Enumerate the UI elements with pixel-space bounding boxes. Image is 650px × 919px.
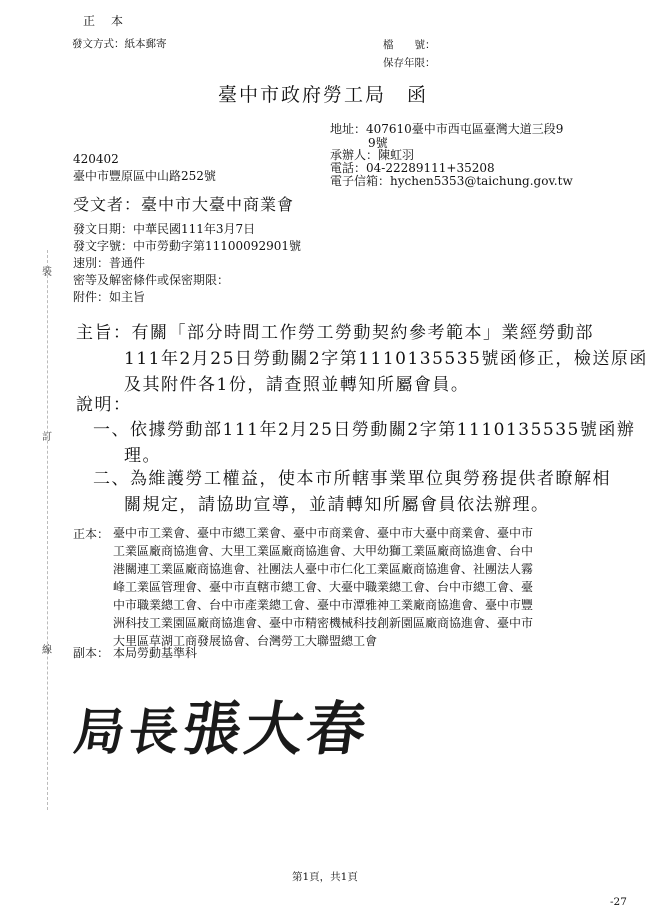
subject-line-1: 主旨：有關「部分時間工作勞工勞動契約參考範本」業經勞動部: [76, 323, 594, 343]
issue-date: 發文日期：中華民國111年3月7日: [73, 222, 256, 236]
distribution-line: 工業區廠商協進會、大里工業區廠商協進會、大甲幼獅工業區廠商協進會、台中: [113, 544, 534, 558]
distribution-line: 洲科技工業園區廠商協進會、臺中市精密機械科技創新園區廠商協進會、臺中市: [113, 616, 534, 630]
attachment-info: 附件：如主旨: [73, 290, 146, 304]
margin-mark-bind: 裝: [42, 267, 52, 278]
explanation-item-2-line-2: 關規定，請協助宣導，並請轉知所屬會員依法辦理。: [124, 495, 550, 515]
copy-recipient: 本局勞動基準科: [113, 646, 198, 660]
distribution-line: 臺中市工業會、臺中市總工業會、臺中市商業會、臺中市大臺中商業會、臺中市: [113, 526, 534, 540]
delivery-speed: 速別：普通件: [73, 256, 146, 270]
explanation-item-1-line-2: 理。: [124, 446, 161, 466]
page-number: 第1頁，共1頁: [292, 871, 358, 883]
corner-mark: -27: [610, 896, 627, 908]
contact-email: 電子信箱：hychen5353@taichung.gov.tw: [330, 174, 573, 188]
sender-address: 地址：407610臺中市西屯區臺灣大道三段9: [330, 122, 564, 136]
sender-address-cont: 9號: [368, 136, 388, 150]
subject-line-2: 111年2月25日勞動關2字第1110135535號函修正，檢送原函: [124, 349, 648, 369]
recipient-address: 臺中市豐原區中山路252號: [73, 169, 216, 183]
subject-line-3: 及其附件各1份，請查照並轉知所屬會員。: [124, 375, 470, 395]
distribution-label: 正本：: [73, 527, 110, 541]
signature-name: 張大春: [178, 695, 375, 763]
recipient-name: 受文者：臺中市大臺中商業會: [73, 195, 295, 214]
signature-title: 局長: [70, 702, 188, 761]
explanation-item-2-line-1: 二、為維護勞工權益，使本市所轄事業單位與勞務提供者瞭解相: [93, 469, 611, 489]
file-number-label: 檔 號：: [383, 39, 436, 51]
document-number: 發文字號：中市勞動字第11100092901號: [73, 239, 301, 253]
signature: [70, 682, 376, 766]
explanation-item-1-line-1: 一、依據勞動部111年2月25日勞動關2字第1110135535號函辦: [93, 420, 636, 440]
copy-type: 正 本: [83, 14, 126, 28]
margin-mark-line: 線: [42, 645, 52, 656]
distribution-line: 中市職業總工會、台中市產業總工會、臺中市潭雅神工業廠商協進會、臺中市豐: [113, 598, 534, 612]
document-title: 臺中市政府勞工局 函: [218, 84, 429, 106]
retention-label: 保存年限：: [383, 57, 436, 69]
distribution-line: 峰工業區管理會、臺中市直轄市總工會、大臺中職業總工會、台中市總工會、臺: [113, 580, 534, 594]
explanation-label: 說明：: [76, 395, 132, 415]
distribution-line: 大里區草湖工商發展協會、台灣勞工大聯盟總工會: [113, 634, 378, 648]
postal-code: 420402: [73, 152, 119, 166]
contact-person: 承辦人：陳虹羽: [330, 148, 415, 162]
copy-label: 副本：: [73, 646, 110, 660]
security-level: 密等及解密條件或保密期限：: [73, 273, 230, 287]
distribution-line: 港關連工業區廠商協進會、社團法人臺中市仁化工業區廠商協進會、社團法人霧: [113, 562, 534, 576]
binding-line: [47, 250, 48, 810]
delivery-method: 發文方式：紙本郵寄: [72, 38, 167, 50]
contact-phone: 電話：04-22289111+35208: [330, 161, 495, 175]
margin-mark-staple: 訂: [42, 432, 52, 443]
